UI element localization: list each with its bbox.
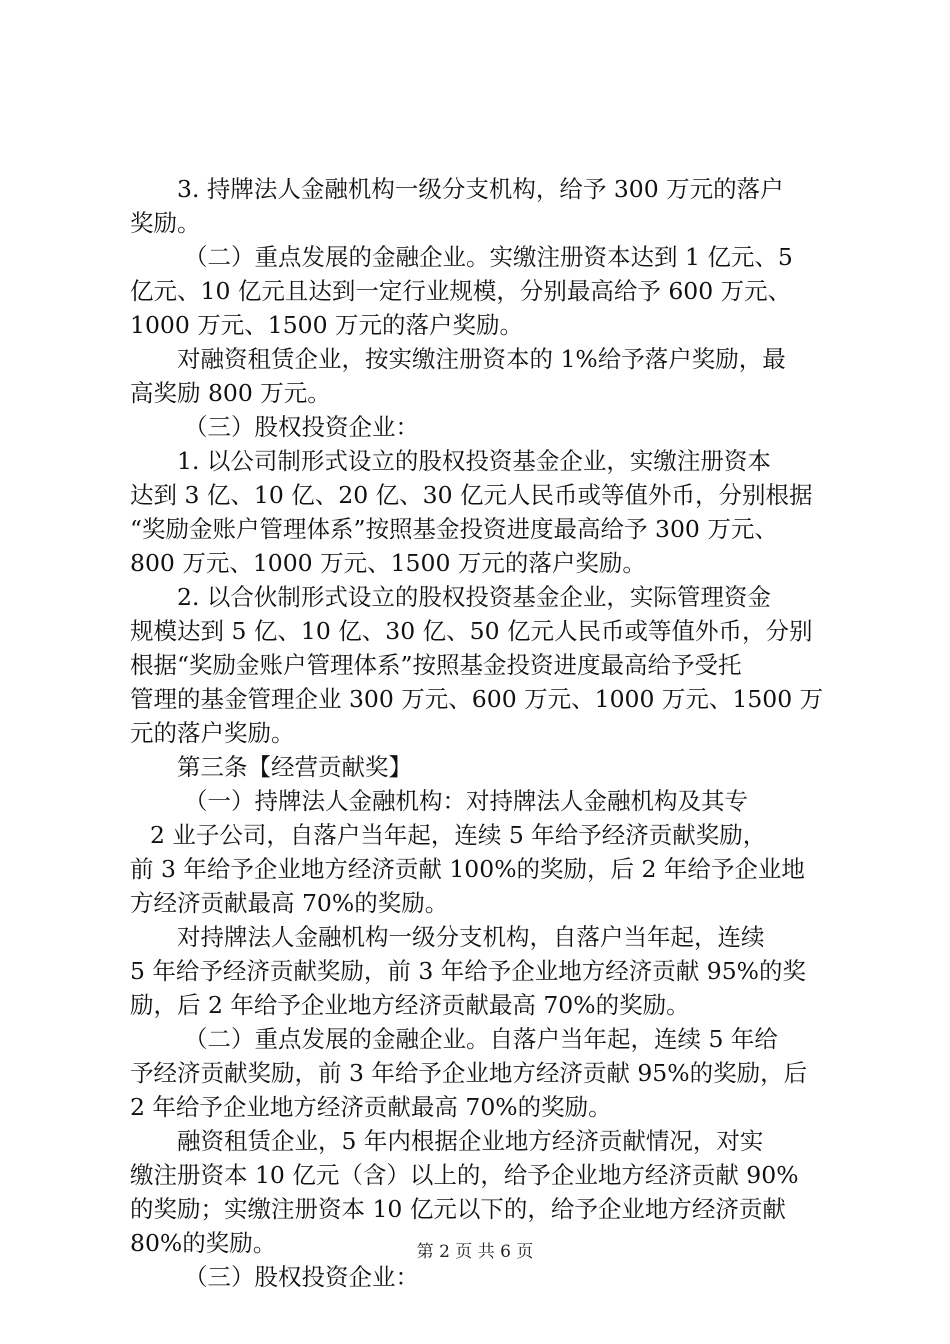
text-line: 融资租赁企业，5 年内根据企业地方经济贡献情况，对实 (177, 1127, 764, 1155)
text-line: 3. 持牌法人金融机构一级分支机构，给予 300 万元的落户 (177, 175, 784, 203)
text-line: 2 业子公司，自落户当年起，连续 5 年给予经济贡献奖励， (150, 821, 767, 849)
text-line: 奖励。 (130, 209, 201, 237)
text-line: 80%的奖励。 (130, 1229, 277, 1257)
text-line: 方经济贡献最高 70%的奖励。 (130, 889, 449, 917)
text-line: 高奖励 800 万元。 (130, 379, 331, 407)
text-line: 5 年给予经济贡献奖励，前 3 年给予企业地方经济贡献 95%的奖 (130, 957, 807, 985)
text-line: 管理的基金管理企业 300 万元、600 万元、1000 万元、1500 万 (130, 685, 824, 713)
text-line: 予经济贡献奖励，前 3 年给予企业地方经济贡献 95%的奖励，后 (130, 1059, 808, 1087)
document-body (130, 172, 830, 1294)
text-line: 规模达到 5 亿、10 亿、30 亿、50 亿元人民币或等值外币，分别 (130, 617, 813, 645)
text-line: 前 3 年给予企业地方经济贡献 100%的奖励，后 2 年给予企业地 (130, 855, 805, 883)
text-line: （三）股权投资企业： (184, 1263, 419, 1291)
text-line: 2. 以合伙制形式设立的股权投资基金企业，实际管理资金 (177, 583, 771, 611)
text-line: （二）重点发展的金融企业。实缴注册资本达到 1 亿元、5 (184, 243, 793, 271)
text-line: （一）持牌法人金融机构：对持牌法人金融机构及其专 (184, 787, 748, 815)
text-line: 亿元、10 亿元且达到一定行业规模，分别最高给予 600 万元、 (130, 277, 792, 305)
text-line: “奖励金账户管理体系”按照基金投资进度最高给予 300 万元、 (130, 515, 778, 543)
text-line: 1000 万元、1500 万元的落户奖励。 (130, 311, 524, 339)
text-line: 1. 以公司制形式设立的股权投资基金企业，实缴注册资本 (177, 447, 771, 475)
text-line: 根据“奖励金账户管理体系”按照基金投资进度最高给予受托 (130, 651, 742, 679)
text-line: 对融资租赁企业，按实缴注册资本的 1%给予落户奖励，最 (177, 345, 786, 373)
text-line: 缴注册资本 10 亿元（含）以上的，给予企业地方经济贡献 90% (130, 1161, 799, 1189)
page-number-footer: 第 2 页 共 6 页 (416, 1242, 534, 1262)
text-line: 对持牌法人金融机构一级分支机构，自落户当年起，连续 (177, 923, 765, 951)
text-line: （二）重点发展的金融企业。自落户当年起，连续 5 年给 (184, 1025, 778, 1053)
text-line: 达到 3 亿、10 亿、20 亿、30 亿元人民币或等值外币，分别根据 (130, 481, 813, 509)
text-line: 励，后 2 年给予企业地方经济贡献最高 70%的奖励。 (130, 991, 690, 1019)
text-line: 2 年给予企业地方经济贡献最高 70%的奖励。 (130, 1093, 612, 1121)
text-line: 800 万元、1000 万元、1500 万元的落户奖励。 (130, 549, 646, 577)
text-line: 的奖励；实缴注册资本 10 亿元以下的，给予企业地方经济贡献 (130, 1195, 786, 1223)
text-line: （三）股权投资企业： (184, 413, 419, 441)
text-line: 元的落户奖励。 (130, 719, 295, 747)
section-heading: 第三条【经营贡献奖】 (177, 753, 412, 781)
